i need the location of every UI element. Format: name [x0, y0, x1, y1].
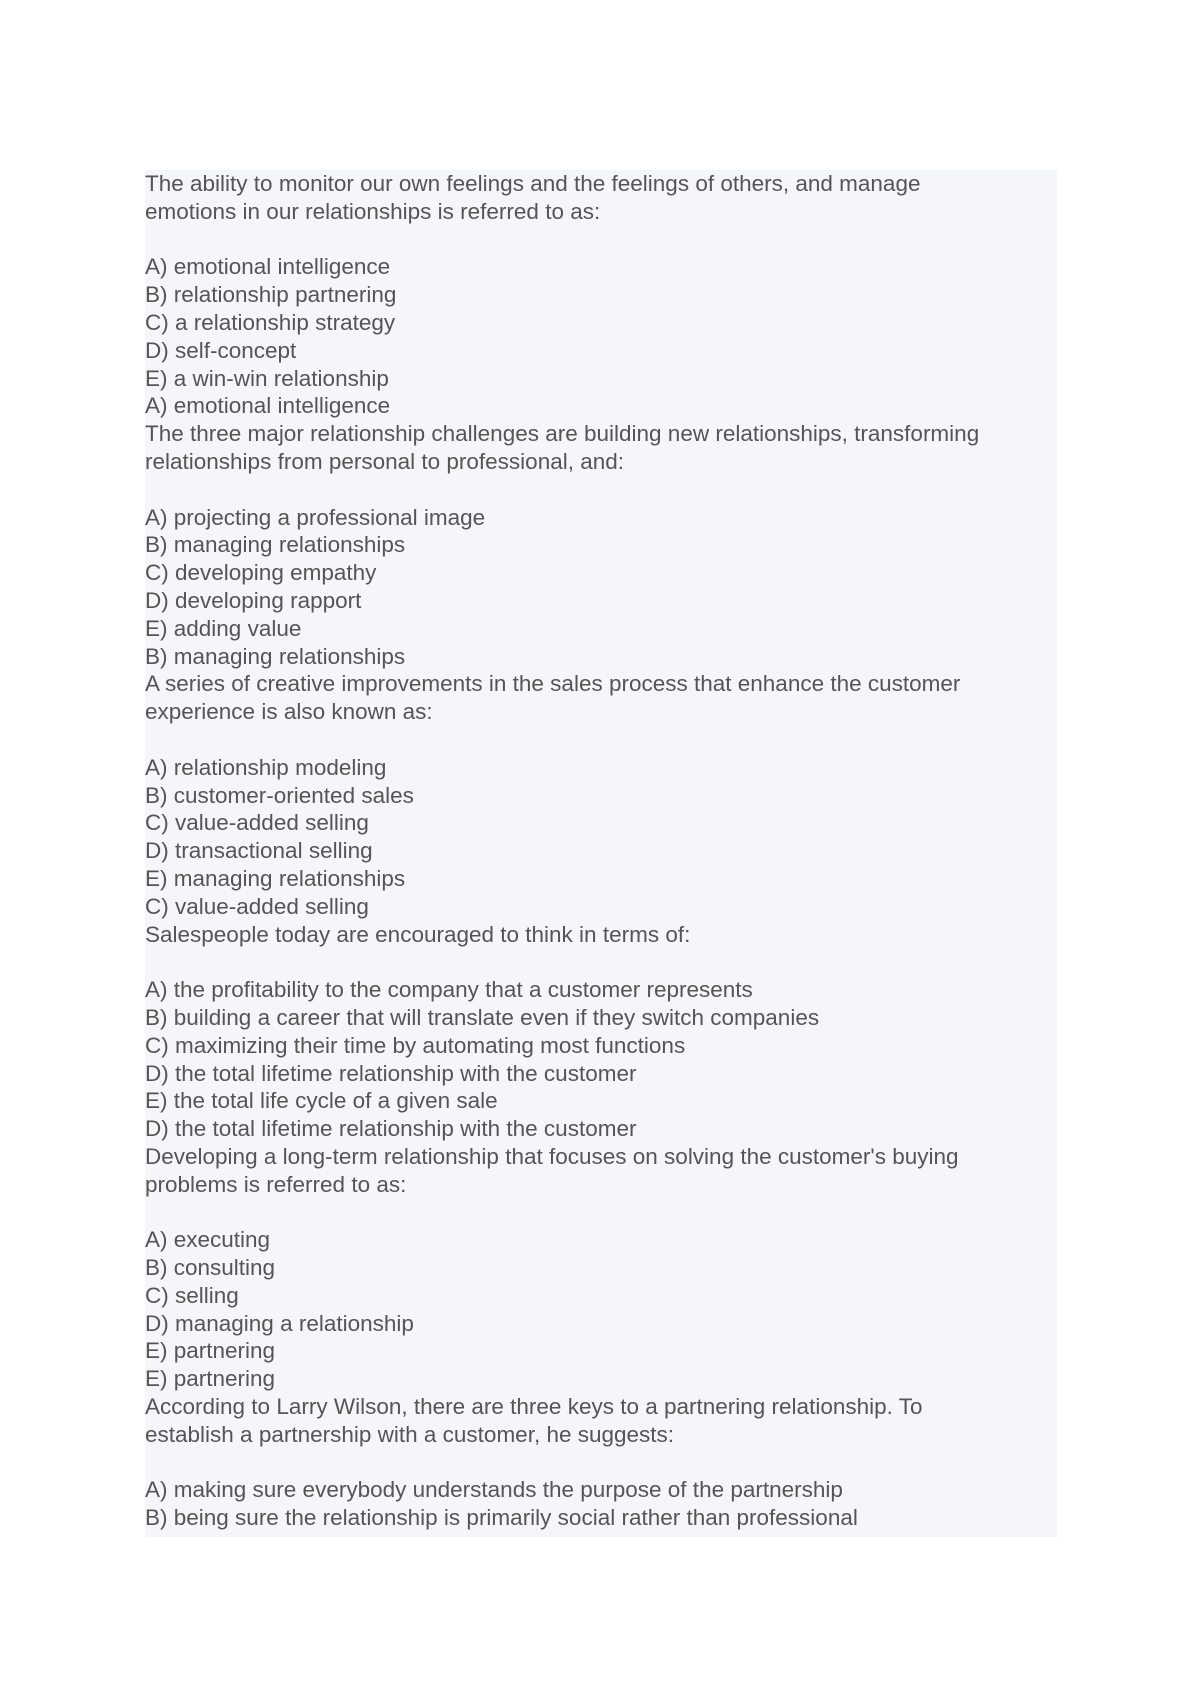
answer-option: D) transactional selling	[145, 838, 373, 864]
question-text: According to Larry Wilson, there are three keys to a partnering relationship. To	[145, 1394, 923, 1420]
answer-option: E) partnering	[145, 1338, 276, 1364]
answer-option: A) projecting a professional image	[145, 504, 486, 530]
question-text: The ability to monitor our own feelings and the feelings of others, and manage	[145, 171, 921, 196]
question-text: experience is also known as:	[145, 699, 433, 725]
document-content	[145, 170, 1057, 1537]
answer-option: B) being sure the relationship is primarily social rather than professional	[145, 1505, 858, 1531]
question-text: establish a partnership with a customer, he suggests:	[145, 1421, 675, 1447]
question-text: Salespeople today are encouraged to think in terms of:	[145, 921, 691, 947]
answer-option: D) developing rapport	[145, 587, 362, 613]
spacer	[145, 726, 1057, 754]
answer-option: E) managing relationships	[145, 865, 406, 891]
correct-answer: A) emotional intelligence	[145, 393, 391, 419]
question-text: problems is referred to as:	[145, 1171, 407, 1197]
answer-option: A) relationship modeling	[145, 754, 387, 780]
correct-answer: B) managing relationships	[145, 643, 406, 669]
answer-option: C) developing empathy	[145, 560, 377, 586]
answer-option: C) selling	[145, 1282, 239, 1308]
answer-option: C) value-added selling	[145, 810, 369, 836]
question-block	[145, 420, 1057, 670]
spacer	[145, 1198, 1057, 1226]
answer-option: D) self-concept	[145, 337, 297, 363]
answer-option: A) executing	[145, 1227, 271, 1253]
answer-option: D) managing a relationship	[145, 1310, 414, 1336]
question-block	[145, 170, 1057, 420]
answer-option: C) a relationship strategy	[145, 309, 396, 335]
answer-option: E) adding value	[145, 615, 302, 641]
question-text: relationships from personal to professional, and:	[145, 448, 625, 474]
spacer	[145, 1449, 1057, 1477]
answer-option: A) making sure everybody understands the purpose of the partnership	[145, 1477, 843, 1503]
answer-option: E) the total life cycle of a given sale	[145, 1088, 498, 1114]
spacer	[145, 226, 1057, 254]
question-block	[145, 1143, 1057, 1393]
question-block	[145, 1393, 1057, 1532]
question-text: A series of creative improvements in the sales process that enhance the customer	[145, 671, 961, 697]
answer-option: C) maximizing their time by automating most functions	[145, 1032, 686, 1058]
answer-option: B) building a career that will translate even if they switch companies	[145, 1004, 820, 1030]
answer-option: B) managing relationships	[145, 532, 406, 558]
correct-answer: E) partnering	[145, 1366, 276, 1392]
question-text: The three major relationship challenges are building new relationships, transforming	[145, 421, 980, 447]
spacer	[145, 948, 1057, 976]
answer-option: A) the profitability to the company that a customer represents	[145, 977, 753, 1003]
answer-option: A) emotional intelligence	[145, 254, 391, 280]
question-block	[145, 670, 1057, 920]
answer-option: B) customer-oriented sales	[145, 782, 414, 808]
answer-option: B) consulting	[145, 1255, 276, 1281]
answer-option: B) relationship partnering	[145, 282, 397, 308]
correct-answer: D) the total lifetime relationship with the customer	[145, 1116, 637, 1142]
correct-answer: C) value-added selling	[145, 893, 369, 919]
question-text: emotions in our relationships is referred to as:	[145, 198, 601, 224]
answer-option: D) the total lifetime relationship with the customer	[145, 1060, 637, 1086]
question-block	[145, 921, 1057, 1143]
spacer	[145, 476, 1057, 504]
answer-option: E) a win-win relationship	[145, 365, 389, 391]
question-text: Developing a long-term relationship that focuses on solving the customer's buying	[145, 1143, 959, 1169]
